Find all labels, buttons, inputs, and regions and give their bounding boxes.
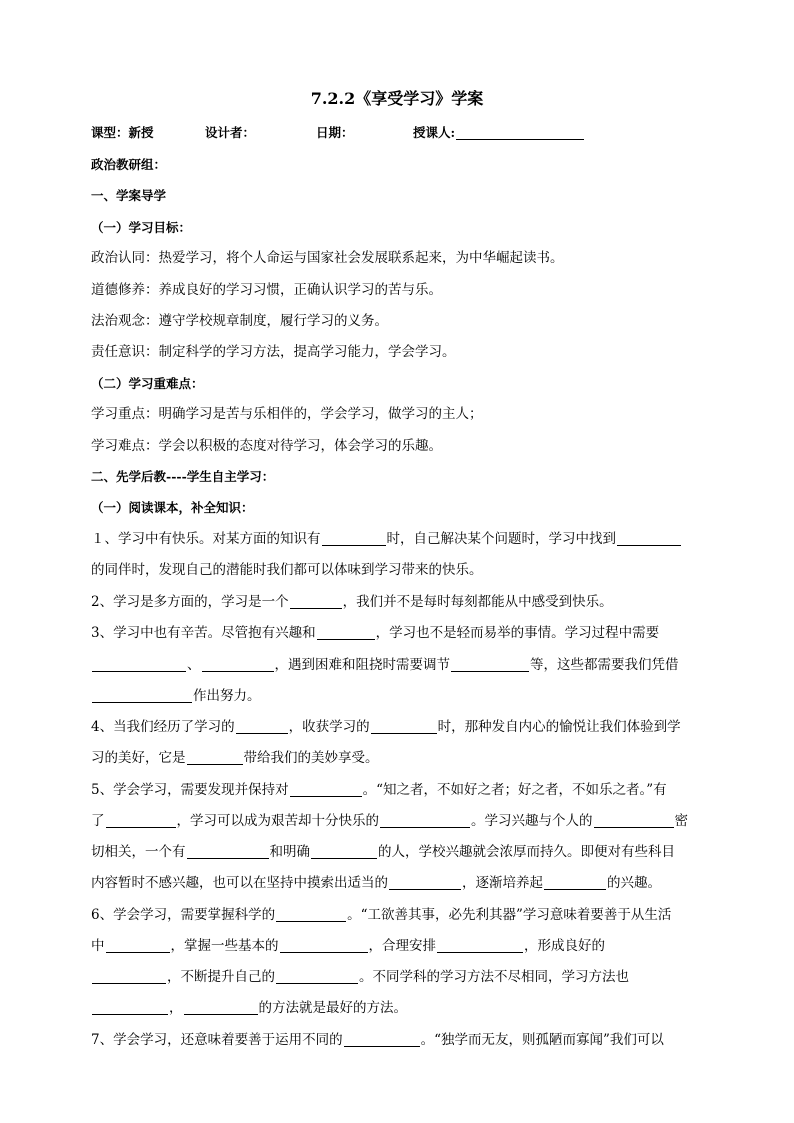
q5-text: ，学习可以成为艰苦却十分快乐的 [176,813,379,829]
designer: 设计者： [205,125,256,140]
q5-text: 的人，学校兴趣就会浓厚而持久。即便对有些科目 [378,844,675,860]
question-6-line [91,998,709,1018]
q5-text: 的兴趣。 [607,875,661,891]
question-4-line [91,748,709,768]
question-6-line [91,967,709,987]
q6-text: 6、学会学习，需要掌握科学的 [91,907,276,923]
key-point: 学习重点：明确学习是苦与乐相伴的，学会学习，做学习的主人； [91,406,483,422]
q6-blank-6[interactable] [276,969,358,984]
q5-blank-5[interactable] [187,844,269,859]
q4-blank-3[interactable] [187,750,243,765]
q5-text: 密 [674,813,688,829]
question-1-line: 的同伴时，发现自己的潜能时我们都可以体味到学习带来的快乐。 [91,562,483,578]
q5-text: 。学习兴趣与个人的 [471,813,593,829]
q7-blank-1[interactable] [344,1032,420,1047]
q3-blank-3[interactable] [202,657,274,672]
q5-blank-1[interactable] [290,782,362,797]
question-5-line [91,811,709,831]
group-label: 政治教研组： [91,157,167,172]
q2-blank-1[interactable] [290,594,342,609]
q2-text: ，我们并不是每时每刻都能从中感受到快乐。 [342,594,613,610]
q5-text: 内容暂时不感兴趣，也可以在坚持中摸索出适当的 [91,875,388,891]
q5-blank-4[interactable] [594,813,674,828]
q4-text: 习的美好，它是 [91,750,186,766]
q3-text: 等，这些都需要我们凭借 [530,657,679,673]
q4-text: ，收获学习的 [288,719,370,735]
section2-heading: 二、先学后教----学生自主学习： [91,469,275,484]
q6-text: ，合理安排 [368,938,436,954]
q6-text: ，形成良好的 [524,938,605,954]
goals-heading: （一）学习目标： [91,220,192,235]
question-5-line [91,780,709,800]
q6-text: ， [169,1000,183,1016]
question-2-line [91,592,709,612]
goal-item: 道德修养：养成良好的学习习惯，正确认识学习的苦与乐。 [91,282,442,298]
question-3-line [91,686,709,706]
goal-item: 责任意识：制定科学的学习方法，提高学习能力，学会学习。 [91,344,456,360]
q3-blank-1[interactable] [317,625,375,640]
question-5-line [91,873,709,893]
q6-text: 。不同学科的学习方法不尽相同，学习方法也 [359,969,629,985]
q6-blank-2[interactable] [106,938,170,953]
question-4-line [91,717,709,737]
question-5-line [91,842,709,862]
q4-blank-2[interactable] [371,719,437,734]
date: 日期： [316,125,354,140]
q6-text: 中 [91,938,105,954]
q6-text: ，掌握一些基本的 [170,938,279,954]
meta-row [91,123,709,143]
section1-heading: 一、学案导学 [91,188,167,203]
q3-text: 作出努力。 [193,688,261,704]
q4-text: 带给我们的美妙享受。 [243,750,379,766]
q4-text: 4、当我们经历了学习的 [91,719,235,735]
q6-blank-4[interactable] [437,938,523,953]
q5-text: 5、学会学习，需要发现并保持对 [91,782,289,798]
q6-text: 。“工欲善其事，必先利其器”学习意味着要善于从生活 [347,907,672,923]
q4-blank-1[interactable] [236,719,288,734]
q6-blank-5[interactable] [92,969,166,984]
q4-text: 时，那种发自内心的愉悦让我们体验到学 [437,719,681,735]
teacher: 授课人: [413,125,456,140]
q5-blank-7[interactable] [389,875,461,890]
course-type: 课型：新授 [91,125,154,140]
question-6-line [91,936,709,956]
q6-blank-1[interactable] [276,907,346,922]
q3-text: ，遇到困难和阻挠时需要调节 [274,657,450,673]
question-3-line [91,623,709,643]
q6-text: ，不断提升自己的 [167,969,275,985]
difficult-point: 学习难点：学会以积极的态度对待学习，体会学习的乐趣。 [91,438,442,454]
q3-text: 、 [187,657,201,673]
q5-text: ，逐渐培养起 [462,875,543,891]
q1-blank-1[interactable] [322,531,386,546]
q6-blank-8[interactable] [184,1000,258,1015]
q3-blank-4[interactable] [451,657,529,672]
teacher-blank[interactable] [456,125,584,140]
q6-blank-7[interactable] [92,1000,168,1015]
q6-text: 的方法就是最好的方法。 [258,1000,407,1016]
q3-blank-2[interactable] [92,657,186,672]
q5-blank-2[interactable] [106,813,176,828]
q5-blank-8[interactable] [544,875,606,890]
q5-text: 和明确 [269,844,310,860]
q3-text: 3、学习中也有辛苦。尽管抱有兴趣和 [91,625,316,641]
q1-text: 时，自己解决某个问题时，学习中找到 [386,531,616,547]
question-6-line [91,905,709,925]
q5-blank-3[interactable] [380,813,470,828]
q3-text: ，学习也不是轻而易举的事情。学习过程中需要 [375,625,660,641]
document-title: 7.2.2《享受学习》学案 [310,89,484,108]
key-heading: （二）学习重难点： [91,376,204,391]
q2-text: 2、学习是多方面的，学习是一个 [91,594,289,610]
question-3-line [91,655,709,675]
goal-item: 法治观念：遵守学校规章制度，履行学习的义务。 [91,313,388,329]
q5-text: 。“知之者，不如好之者；好之者，不如乐之者。”有 [362,782,667,798]
q7-text: 7、学会学习，还意味着要善于运用不同的 [91,1032,343,1048]
question-7-line [91,1030,709,1050]
read-heading: （一）阅读课本，补全知识： [91,500,254,515]
q6-blank-3[interactable] [280,938,368,953]
q5-blank-6[interactable] [311,844,377,859]
q1-text: １、学习中有快乐。对某方面的知识有 [91,531,321,547]
goal-item: 政治认同：热爱学习，将个人命运与国家社会发展联系起来，为中华崛起读书。 [91,250,564,266]
question-1-line [91,529,709,549]
q3-blank-5[interactable] [92,688,192,703]
q1-blank-2[interactable] [617,531,681,546]
q7-text: 。“独学而无友，则孤陋而寡闻”我们可以 [420,1032,664,1048]
q5-text: 切相关，一个有 [91,844,186,860]
q5-text: 了 [91,813,105,829]
